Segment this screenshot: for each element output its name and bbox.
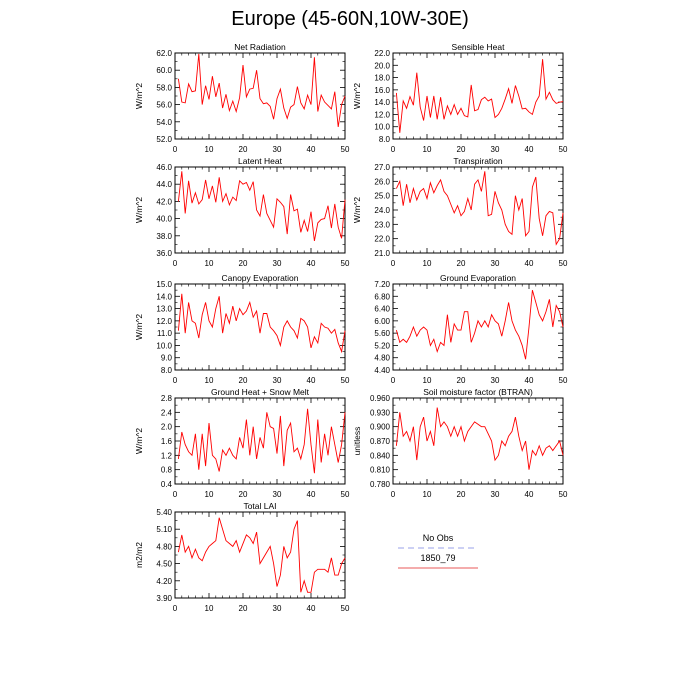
x-tick-label: 10 <box>422 145 432 154</box>
y-tick-label: 23.0 <box>374 220 390 230</box>
y-tick-label: 10.0 <box>374 122 390 132</box>
x-tick-label: 20 <box>238 604 248 613</box>
y-tick-label: 5.40 <box>156 508 172 517</box>
x-tick-label: 30 <box>272 604 282 613</box>
series-line-1850_79 <box>178 54 345 127</box>
y-tick-label: 16.0 <box>374 85 390 95</box>
chart-panel-8 <box>352 387 568 499</box>
y-tick-label: 52.0 <box>156 135 172 144</box>
y-tick-label: 1.2 <box>160 451 172 461</box>
y-tick-label: 0.960 <box>369 394 390 403</box>
x-tick-label: 10 <box>204 376 214 385</box>
y-tick-label: 15.0 <box>156 280 172 289</box>
y-axis-label: W/m^2 <box>352 82 362 110</box>
y-tick-label: 4.80 <box>374 353 390 363</box>
x-tick-label: 0 <box>172 604 178 613</box>
x-tick-label: 20 <box>238 259 248 268</box>
y-tick-label: 1.6 <box>160 437 172 446</box>
y-tick-label: 14.0 <box>374 98 390 108</box>
y-tick-label: 2.8 <box>160 394 172 403</box>
y-tick-label: 0.780 <box>369 480 390 489</box>
x-tick-label: 0 <box>390 376 396 385</box>
series-line-1850_79 <box>396 290 563 359</box>
series-line-1850_79 <box>396 59 563 133</box>
x-tick-label: 40 <box>524 490 534 499</box>
panel-title: Canopy Evaporation <box>221 273 299 283</box>
x-tick-label: 10 <box>204 490 214 499</box>
y-tick-label: 0.810 <box>369 465 390 475</box>
y-axis-label: W/m^2 <box>134 313 144 341</box>
y-tick-label: 0.4 <box>160 480 172 489</box>
x-tick-label: 40 <box>306 259 316 268</box>
y-tick-label: 24.0 <box>374 206 390 215</box>
y-tick-label: 18.0 <box>374 73 390 83</box>
y-tick-label: 4.40 <box>374 366 390 375</box>
x-tick-label: 20 <box>456 145 466 154</box>
y-tick-label: 3.90 <box>156 594 172 603</box>
x-tick-label: 30 <box>490 490 500 499</box>
x-tick-label: 0 <box>390 145 396 154</box>
x-tick-label: 50 <box>558 145 568 154</box>
y-tick-label: 0.930 <box>369 408 390 418</box>
panel-title: Latent Heat <box>238 156 282 166</box>
plot-frame <box>393 284 563 370</box>
x-tick-label: 0 <box>172 376 178 385</box>
series-line-1850_79 <box>396 171 563 244</box>
legend <box>398 533 478 568</box>
x-tick-label: 40 <box>306 490 316 499</box>
x-tick-label: 20 <box>456 259 466 268</box>
x-tick-label: 30 <box>272 145 282 154</box>
y-tick-label: 4.50 <box>156 559 172 569</box>
y-tick-label: 44.0 <box>156 180 172 190</box>
y-tick-label: 6.40 <box>374 304 390 314</box>
y-tick-label: 2.0 <box>160 422 172 432</box>
x-tick-label: 30 <box>272 490 282 499</box>
chart-panel-2 <box>352 42 568 154</box>
y-tick-label: 8.0 <box>378 135 390 144</box>
panel-title: Total LAI <box>243 501 277 511</box>
y-axis-label: W/m^2 <box>352 196 362 224</box>
x-tick-label: 10 <box>204 604 214 613</box>
chart-panel-9 <box>134 501 350 613</box>
y-tick-label: 22.0 <box>374 49 390 58</box>
y-axis-label: unitless <box>352 426 362 456</box>
x-tick-label: 20 <box>238 376 248 385</box>
y-tick-label: 54.0 <box>156 117 172 127</box>
y-tick-label: 11.0 <box>157 329 172 339</box>
y-tick-label: 2.4 <box>160 408 172 418</box>
x-tick-label: 30 <box>490 376 500 385</box>
x-tick-label: 50 <box>340 259 350 268</box>
y-tick-label: 6.80 <box>374 292 390 302</box>
panel-title: Net Radiation <box>234 42 286 52</box>
x-tick-label: 50 <box>340 376 350 385</box>
x-tick-label: 50 <box>340 490 350 499</box>
legend-label: 1850_79 <box>420 553 456 563</box>
chart-panel-3 <box>134 156 350 268</box>
x-tick-label: 50 <box>558 259 568 268</box>
y-tick-label: 0.840 <box>369 451 390 461</box>
x-tick-label: 30 <box>490 145 500 154</box>
x-tick-label: 40 <box>306 145 316 154</box>
series-line-1850_79 <box>396 408 563 470</box>
y-tick-label: 25.0 <box>374 191 390 201</box>
x-tick-label: 50 <box>558 376 568 385</box>
chart-panel-4 <box>352 156 568 268</box>
x-tick-label: 40 <box>524 376 534 385</box>
x-tick-label: 20 <box>238 145 248 154</box>
y-tick-label: 5.10 <box>156 525 172 535</box>
y-tick-label: 62.0 <box>156 49 172 58</box>
x-tick-label: 30 <box>272 376 282 385</box>
y-tick-label: 22.0 <box>374 234 390 244</box>
x-tick-label: 30 <box>490 259 500 268</box>
y-tick-label: 5.60 <box>374 329 390 339</box>
series-line-1850_79 <box>178 409 345 474</box>
x-tick-label: 10 <box>422 490 432 499</box>
x-tick-label: 20 <box>238 490 248 499</box>
panel-title: Ground Evaporation <box>439 273 517 283</box>
y-tick-label: 42.0 <box>156 197 172 207</box>
chart-panel-1 <box>134 42 350 154</box>
x-tick-label: 50 <box>340 145 350 154</box>
y-tick-label: 20.0 <box>374 61 390 71</box>
x-tick-label: 0 <box>172 259 178 268</box>
y-tick-label: 56.0 <box>156 100 172 110</box>
chart-panel-6 <box>374 273 568 385</box>
y-axis-label: W/m^2 <box>134 82 144 110</box>
y-tick-label: 12.0 <box>156 316 172 326</box>
y-tick-label: 10.0 <box>156 341 172 351</box>
page-title: Europe (45-60N,10W-30E) <box>231 8 469 30</box>
y-axis-label: m2/m2 <box>134 542 144 568</box>
y-tick-label: 27.0 <box>374 163 390 172</box>
x-tick-label: 0 <box>172 145 178 154</box>
y-tick-label: 58.0 <box>156 83 172 93</box>
panel-title: Transpiration <box>453 156 503 166</box>
panel-title: Sensible Heat <box>451 42 505 52</box>
y-tick-label: 5.20 <box>374 341 390 351</box>
panel-title: Ground Heat + Snow Melt <box>210 387 310 397</box>
y-tick-label: 46.0 <box>156 163 172 172</box>
y-tick-label: 14.0 <box>156 292 172 302</box>
y-tick-label: 7.20 <box>374 280 390 289</box>
x-tick-label: 0 <box>390 490 396 499</box>
x-tick-label: 40 <box>306 376 316 385</box>
series-line-1850_79 <box>178 518 345 593</box>
y-tick-label: 4.20 <box>156 576 172 586</box>
x-tick-label: 10 <box>204 259 214 268</box>
panel-title: Soil moisture factor (BTRAN) <box>423 387 533 397</box>
chart-panel-5 <box>134 273 350 385</box>
x-tick-label: 0 <box>172 490 178 499</box>
y-tick-label: 6.00 <box>374 316 390 326</box>
y-tick-label: 60.0 <box>156 66 172 76</box>
x-tick-label: 10 <box>422 376 432 385</box>
x-tick-label: 10 <box>204 145 214 154</box>
x-tick-label: 20 <box>456 490 466 499</box>
y-tick-label: 36.0 <box>156 249 172 258</box>
x-tick-label: 30 <box>272 259 282 268</box>
y-tick-label: 13.0 <box>156 304 172 314</box>
x-tick-label: 20 <box>456 376 466 385</box>
x-tick-label: 0 <box>390 259 396 268</box>
y-tick-label: 0.870 <box>369 437 390 446</box>
chart-panel-7 <box>134 387 350 499</box>
x-tick-label: 40 <box>306 604 316 613</box>
x-tick-label: 50 <box>340 604 350 613</box>
x-tick-label: 40 <box>524 259 534 268</box>
y-tick-label: 0.8 <box>160 465 172 475</box>
plot-frame <box>175 512 345 598</box>
y-tick-label: 8.0 <box>160 366 172 375</box>
x-tick-label: 10 <box>422 259 432 268</box>
y-tick-label: 12.0 <box>374 110 390 120</box>
plot-frame <box>175 167 345 253</box>
legend-label: No Obs <box>422 533 454 543</box>
y-tick-label: 0.900 <box>369 422 390 432</box>
y-tick-label: 9.0 <box>160 353 172 363</box>
y-tick-label: 40.0 <box>156 214 172 224</box>
x-tick-label: 40 <box>524 145 534 154</box>
x-tick-label: 50 <box>558 490 568 499</box>
y-tick-label: 38.0 <box>156 231 172 241</box>
y-tick-label: 26.0 <box>374 177 390 187</box>
y-axis-label: W/m^2 <box>134 196 144 224</box>
plot-frame <box>393 53 563 139</box>
y-axis-label: W/m^2 <box>134 427 144 455</box>
y-tick-label: 21.0 <box>374 249 390 258</box>
series-line-1850_79 <box>178 294 345 352</box>
y-tick-label: 4.80 <box>156 542 172 552</box>
series-line-1850_79 <box>178 171 345 241</box>
